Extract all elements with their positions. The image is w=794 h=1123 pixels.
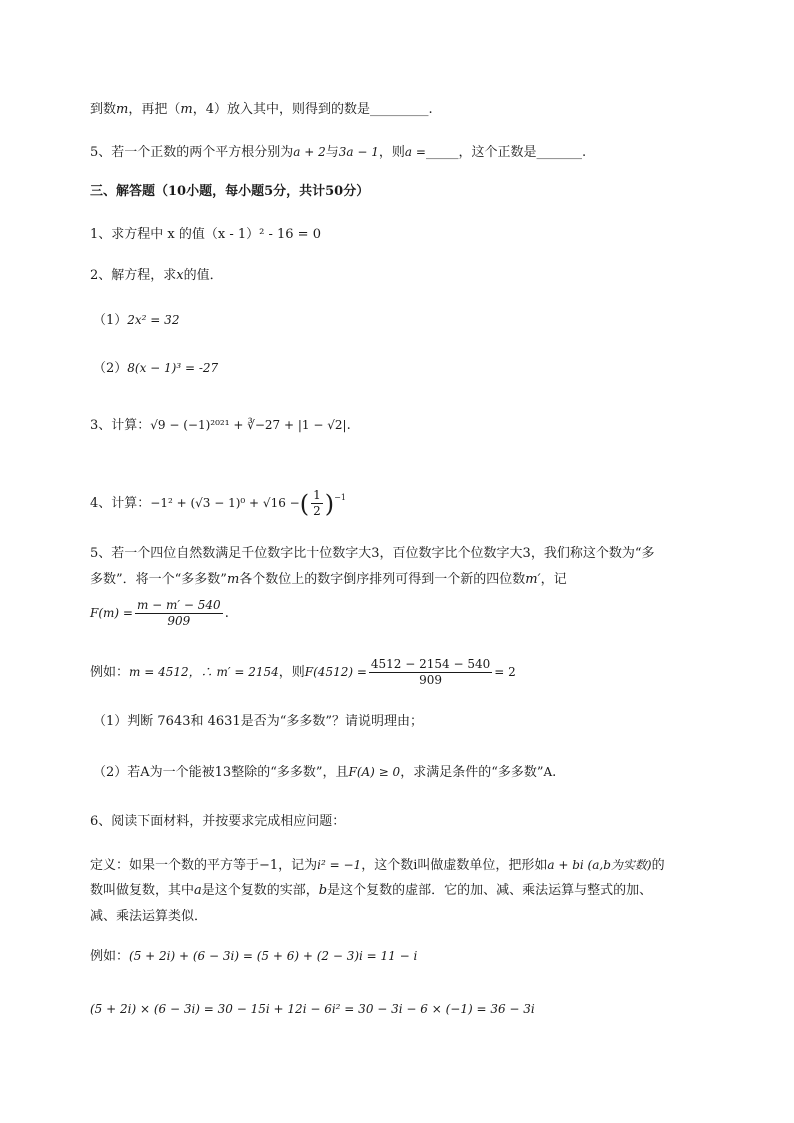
fraction: $\frac{m - m' - 540}{909}$ <box>136 598 221 628</box>
question-4: 4、计算：−1² + (√3 − 1)⁰ + √16 −( $\frac{1}{2}$ )$^{-1}$ <box>90 488 346 518</box>
fill-question-5: 5、若一个正数的两个平方根分别为a + 2与3a − 1，则a =_____，这个正数是_______. <box>90 145 587 160</box>
question-1: 1、求方程中 x 的值（x - 1）² - 16 = 0 <box>90 227 321 242</box>
question-5-example: 例如：m = 4512，∴ m′ = 2154，则F(4512) = $\frac{4512 - 2154 - 540}{909}$ = 2 <box>90 657 516 687</box>
question-6-example-2: (5 + 2i) × (6 − 3i) = 30 − 15i + 12i − 6i² = 30 − 3i − 6 × (−1) = 36 − 3i <box>90 1002 535 1016</box>
math-expression: √9 − (−1)²⁰²¹ + ∛−27 + |1 − √2| <box>150 418 347 432</box>
fraction: $\frac{4512 - 2154 - 540}{909}$ <box>370 657 491 687</box>
question-5-part-2: （2）若A为一个能被13整除的“多多数”，且F(A) ≥ 0，求满足条件的“多多数”A. <box>93 765 557 780</box>
question-6-example-1: 例如：(5 + 2i) + (6 − 3i) = (5 + 6) + (2 − 3)i = 11 − i <box>90 949 418 964</box>
fill-question-4-continuation: 到数m，再把（m，4）放入其中，则得到的数是_________. <box>90 102 433 117</box>
question-6-intro: 6、阅读下面材料，并按要求完成相应问题： <box>90 814 346 829</box>
question-5-part-1: （1）判断 7643和 4631是否为“多多数”？请说明理由； <box>93 714 423 729</box>
question-6-definition-line-2: 数叫做复数，其中a是这个复数的实部，b是这个复数的虚部．它的加、减、乘法运算与整式的加、 <box>90 883 653 898</box>
question-3: 3、计算：√9 − (−1)²⁰²¹ + ∛−27 + |1 − √2|. <box>90 418 351 433</box>
section-heading: 三、解答题（10小题，每小题5分，共计50分） <box>90 184 370 199</box>
question-6-definition-line-3: 减、乘法运算类似． <box>90 909 208 924</box>
answer-blank[interactable]: _____ <box>425 145 459 160</box>
answer-blank[interactable]: _________ <box>369 102 429 117</box>
question-6-definition-line-1: 定义：如果一个数的平方等于−1，记为i² = −1，这个数i叫做虚数单位，把形如a + bi (a,b为实数)的 <box>90 858 665 873</box>
question-5-definition: F(m) = $\frac{m - m' - 540}{909}$ . <box>90 598 229 628</box>
question-5-line-2: 多数”．将一个“多多数”m各个数位上的数字倒序排列可得到一个新的四位数m′，记 <box>90 572 567 587</box>
question-2-part-2: （2）8(x − 1)³ = -27 <box>93 361 219 376</box>
question-2-part-1: （1）2x² = 32 <box>93 313 180 328</box>
answer-blank[interactable]: _______ <box>536 145 582 160</box>
fraction: $\frac{1}{2}$ <box>313 488 321 518</box>
question-2: 2、解方程，求x的值． <box>90 268 223 283</box>
math-expression: −1² + (√3 − 1)⁰ + √16 − <box>150 496 300 510</box>
question-5-line-1: 5、若一个四位自然数满足千位数字比十位数字大3，百位数字比个位数字大3，我们称这个数为“多 <box>90 546 655 561</box>
